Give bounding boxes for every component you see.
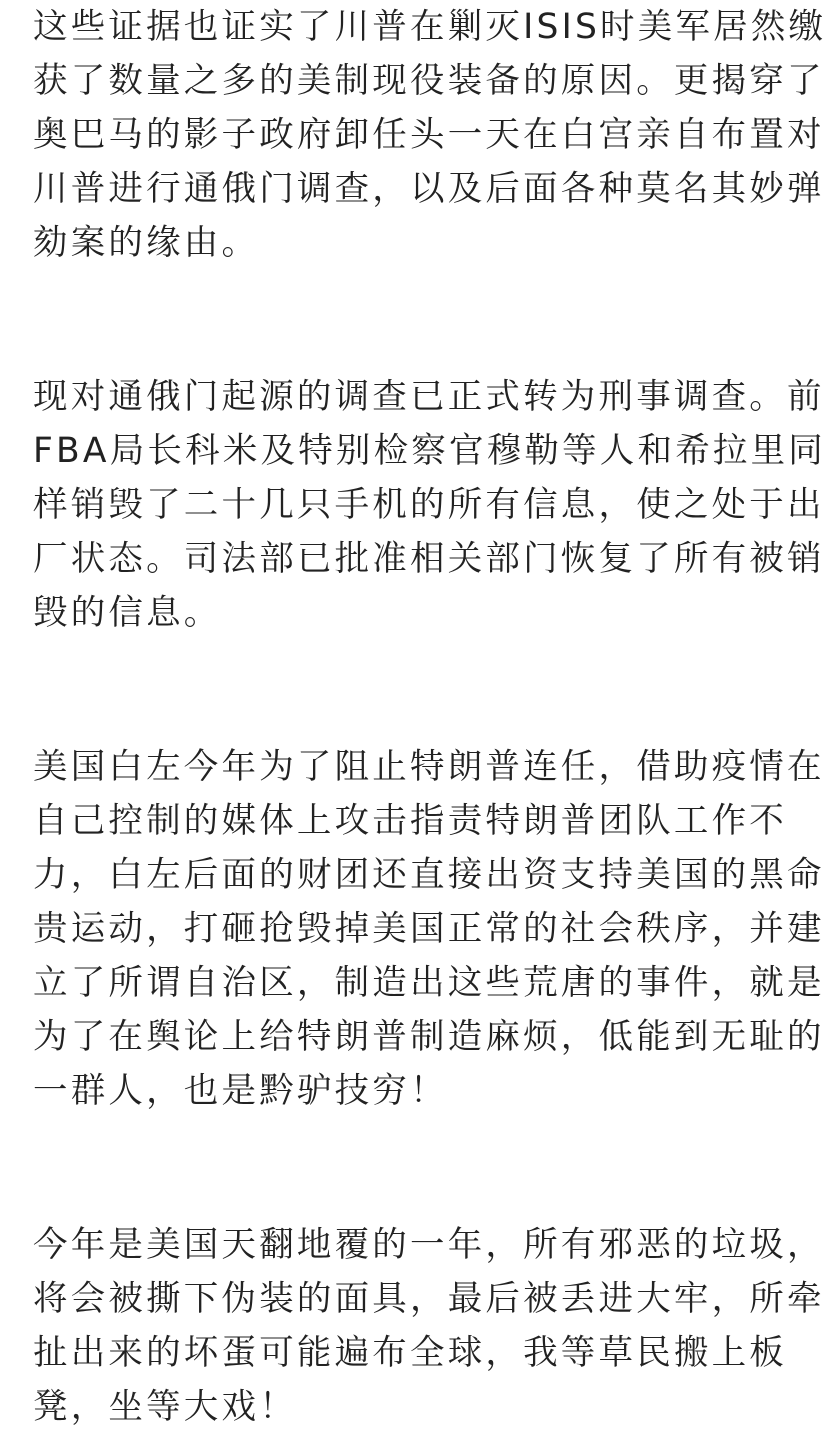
text-line: 美国白左今年为了阻止特朗普连任，借助疫情在: [33, 747, 825, 787]
text-line: 力，白左后面的财团还直接出资支持美国的黑命: [33, 855, 825, 895]
text-line: 厂状态。司法部已批准相关部门恢复了所有被销: [33, 539, 825, 579]
paragraph-4: [33, 1218, 825, 1434]
text-line: 贵运动，打砸抢毁掉美国正常的社会秩序，并建: [33, 909, 825, 949]
text-line: 扯出来的坏蛋可能遍布全球，我等草民搬上板: [33, 1333, 787, 1373]
text-line: 凳，坐等大戏！: [33, 1387, 297, 1427]
text-line: 获了数量之多的美制现役装备的原因。更揭穿了: [33, 61, 825, 101]
text-line: FBA局长科米及特别检察官穆勒等人和希拉里同: [33, 431, 827, 471]
text-line: 一群人，也是黔驴技穷！: [33, 1071, 448, 1111]
text-line: 立了所谓自治区，制造出这些荒唐的事件，就是: [33, 963, 825, 1003]
text-line: 为了在舆论上给特朗普制造麻烦，低能到无耻的: [33, 1017, 825, 1057]
paragraph-spacer: [33, 640, 803, 740]
text-line: 今年是美国天翻地覆的一年，所有邪恶的垃圾，: [33, 1225, 825, 1265]
paragraph-spacer: [33, 270, 803, 370]
text-line: 劾案的缘由。: [33, 223, 260, 263]
text-line: 样销毁了二十几只手机的所有信息，使之处于出: [33, 485, 825, 525]
text-line: 现对通俄门起源的调查已正式转为刑事调查。前: [33, 377, 825, 417]
article-body: [33, 0, 827, 1434]
text-line: 毁的信息。: [33, 593, 222, 633]
paragraph-3: [33, 740, 825, 1118]
paragraph-1: [33, 0, 827, 270]
text-line: 川普进行通俄门调查，以及后面各种莫名其妙弹: [33, 169, 825, 209]
text-line: 奥巴马的影子政府卸任头一天在白宫亲自布置对: [33, 115, 825, 155]
text-line: 这些证据也证实了川普在剿灭ISIS时美军居然缴: [33, 7, 827, 47]
text-line: 将会被撕下伪装的面具，最后被丢进大牢，所牵: [33, 1279, 825, 1319]
paragraph-2: [33, 370, 827, 640]
paragraph-spacer: [33, 1118, 803, 1218]
text-line: 自己控制的媒体上攻击指责特朗普团队工作不: [33, 801, 787, 841]
